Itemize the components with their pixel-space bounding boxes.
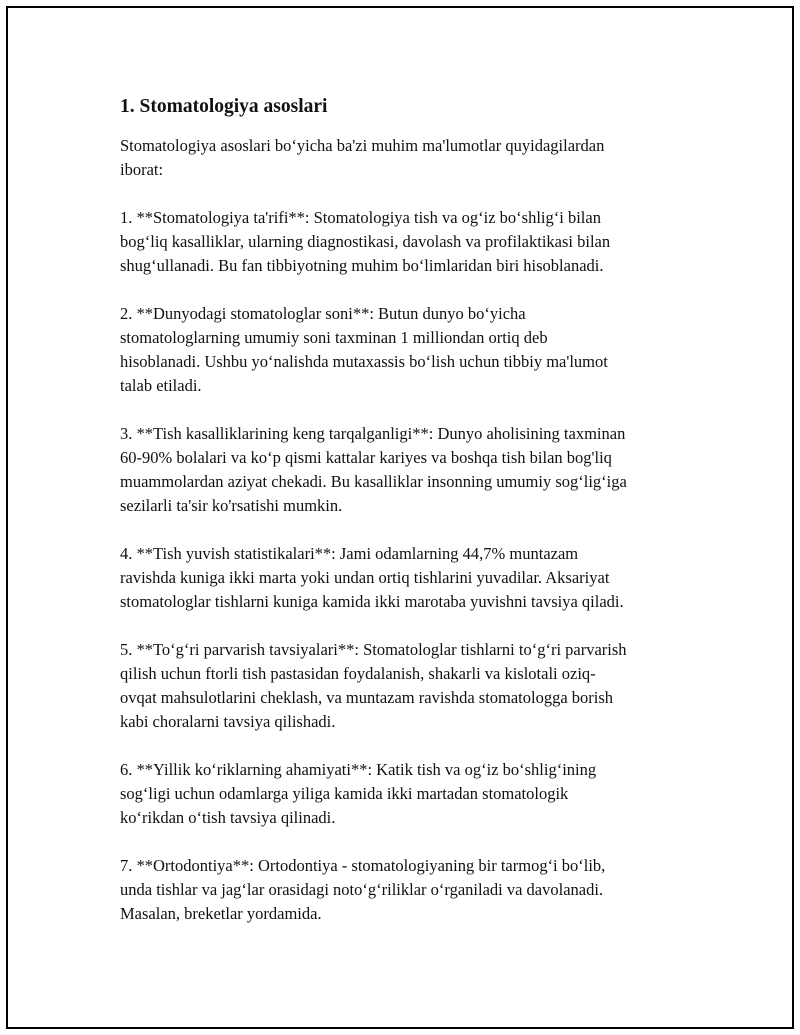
text-line: kabi choralarni tavsiya qilishadi. [120,712,336,731]
text-line: 4. **Tish yuvish statistikalari**: Jami odamlarning 44,7% muntazam [120,544,579,563]
list-item-6 [120,758,692,830]
text-line: 2. **Dunyodagi stomatologlar soni**: Butun dunyo bo‘yicha [120,304,526,323]
text-line: ravishda kuniga ikki marta yoki undan ortiq tishlarini yuvadilar. Aksariyat [120,568,610,587]
list-item-3 [120,422,692,518]
document-body [120,95,692,950]
text-line: 6. **Yillik ko‘riklarning ahamiyati**: Katik tish va og‘iz bo‘shlig‘ining [120,760,597,779]
text-line: muammolardan aziyat chekadi. Bu kasalliklar insonning umumiy sog‘lig‘iga [120,472,627,491]
text-line: 5. **To‘g‘ri parvarish tavsiyalari**: Stomatologlar tishlarni to‘g‘ri parvarish [120,640,627,659]
text-line: 60-90% bolalari va ko‘p qismi kattalar kariyes va boshqa tish bilan bog'liq [120,448,612,467]
list-item-4 [120,542,692,614]
text-line: unda tishlar va jag‘lar orasidagi noto‘g‘riliklar o‘rganiladi va davolanadi. [120,880,604,899]
section-heading: 1. Stomatologiya asoslari [120,96,328,117]
text-line: Masalan, breketlar yordamida. [120,904,322,923]
text-line: iborat: [120,160,164,179]
list-item-2 [120,302,692,398]
text-line: stomatologlarning umumiy soni taxminan 1 milliondan ortiq deb [120,328,548,347]
text-line: ovqat mahsulotlarini cheklash, va muntazam ravishda stomatologga borish [120,688,614,707]
text-line: talab etiladi. [120,376,202,395]
text-line: 7. **Ortodontiya**: Ortodontiya - stomatologiyaning bir tarmog‘i bo‘lib, [120,856,606,875]
text-line: bog‘liq kasalliklar, ularning diagnostikasi, davolash va profilaktikasi bilan [120,232,611,251]
text-line: sog‘ligi uchun odamlarga yiliga kamida ikki martadan stomatologik [120,784,569,803]
text-line: 3. **Tish kasalliklarining keng tarqalganligi**: Dunyo aholisining taxminan [120,424,626,443]
text-line: stomatologlar tishlarni kuniga kamida ikki marotaba yuvishni tavsiya qiladi. [120,592,624,611]
text-line: 1. **Stomatologiya ta'rifi**: Stomatologiya tish va og‘iz bo‘shlig‘i bilan [120,208,601,227]
text-line: shug‘ullanadi. Bu fan tibbiyotning muhim bo‘limlaridan biri hisoblanadi. [120,256,604,275]
text-line: Stomatologiya asoslari bo‘yicha ba'zi muhim ma'lumotlar quyidagilardan [120,136,605,155]
text-line: qilish uchun ftorli tish pastasidan foydalanish, shakarli va kislotali oziq- [120,664,596,683]
intro-paragraph [120,134,692,182]
text-line: sezilarli ta'sir ko'rsatishi mumkin. [120,496,343,515]
page-frame [6,6,794,1029]
list-item-7 [120,854,692,926]
text-line: hisoblanadi. Ushbu yo‘nalishda mutaxassis bo‘lish uchun tibbiy ma'lumot [120,352,608,371]
list-item-5 [120,638,692,734]
text-line: ko‘rikdan o‘tish tavsiya qilinadi. [120,808,336,827]
list-item-1 [120,206,692,278]
